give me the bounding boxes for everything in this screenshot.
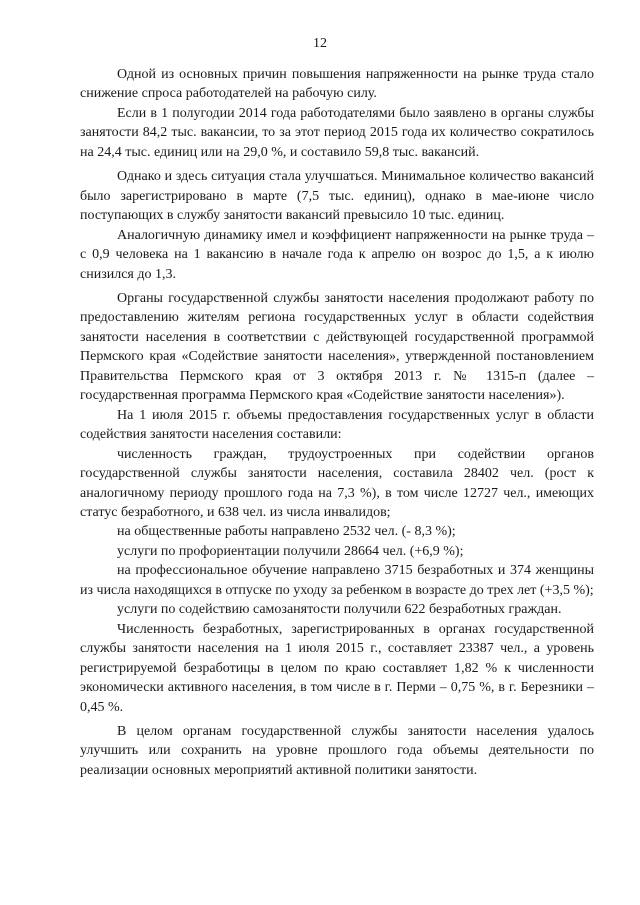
document-body <box>80 65 594 780</box>
paragraph: Однако и здесь ситуация стала улучшаться. Минимальное количество вакансий было зарегистрировано в марте (7,5 тыс. единиц), однако в мае-июне число поступающих в службу занятости вакансий превысило 10 тыс. единиц. <box>80 169 594 224</box>
page-number: 12 <box>313 36 327 51</box>
list-item: на общественные работы направлено 2532 чел. (- 8,3 %); <box>117 524 456 540</box>
list-item: численность граждан, трудоустроенных при содействии органов государственной службы занятости населения, составила 28402 чел. (рост к аналогичному периоду прошлого года на 7,3 %), в том числе 12727 чел., имеющих статус безработного, и 638 чел. из числа инвалидов; <box>80 446 594 520</box>
paragraph: Аналогичную динамику имел и коэффициент напряженности на рынке труда – с 0,9 человека на 1 вакансию в начале года к апрелю он возрос до 1,5, а к июлю снизился до 1,3. <box>80 227 594 282</box>
list-item: на профессиональное обучение направлено 3715 безработных и 374 женщины из числа находящихся в отпуске по уходу за ребенком в возрасте до трех лет (+3,5 %); <box>80 563 594 598</box>
paragraph: На 1 июля 2015 г. объемы предоставления государственных услуг в области содействия занятости населения составили: <box>80 407 594 443</box>
paragraph: В целом органам государственной службы занятости населения удалось улучшить или сохранить на уровне прошлого года объемы деятельности по реализации основных мероприятий активной политики занятости. <box>80 723 594 778</box>
list-item: услуги по профориентации получили 28664 чел. (+6,9 %); <box>117 543 464 559</box>
paragraph: Численность безработных, зарегистрированных в органах государственной службы занятости населения на 1 июля 2015 г., составляет 23387 чел., а уровень регистрируемой безработицы в целом по краю составляет 1,82 % к численности экономически активного населения, в том числе в г. Перми – 0,75 %, в г. Березники – 0,45 %. <box>80 621 594 715</box>
paragraph: Если в 1 полугодии 2014 года работодателями было заявлено в органы службы занятости 84,2 тыс. вакансии, то за этот период 2015 года их количество сократилось на 24,4 тыс. единиц или на 29,0 %, и составило 59,8 тыс. вакансий. <box>80 105 594 160</box>
paragraph: Одной из основных причин повышения напряженности на рынке труда стало снижение спроса работодателей на рабочую силу. <box>80 67 594 102</box>
paragraph: Органы государственной службы занятости населения продолжают работу по предоставлению жителям региона государственных услуг в области содействия занятости населения в соответствии с действующей государственной программой Пермского края «Содействие занятости населения», утвержденной постановлением Правительства Пермского края от 3 октября 2013 г. № 1315-п (далее – государственная программа Пермского края «Содействие занятости населения»). <box>80 290 594 404</box>
list-item: услуги по содействию самозанятости получили 622 безработных граждан. <box>117 602 562 618</box>
